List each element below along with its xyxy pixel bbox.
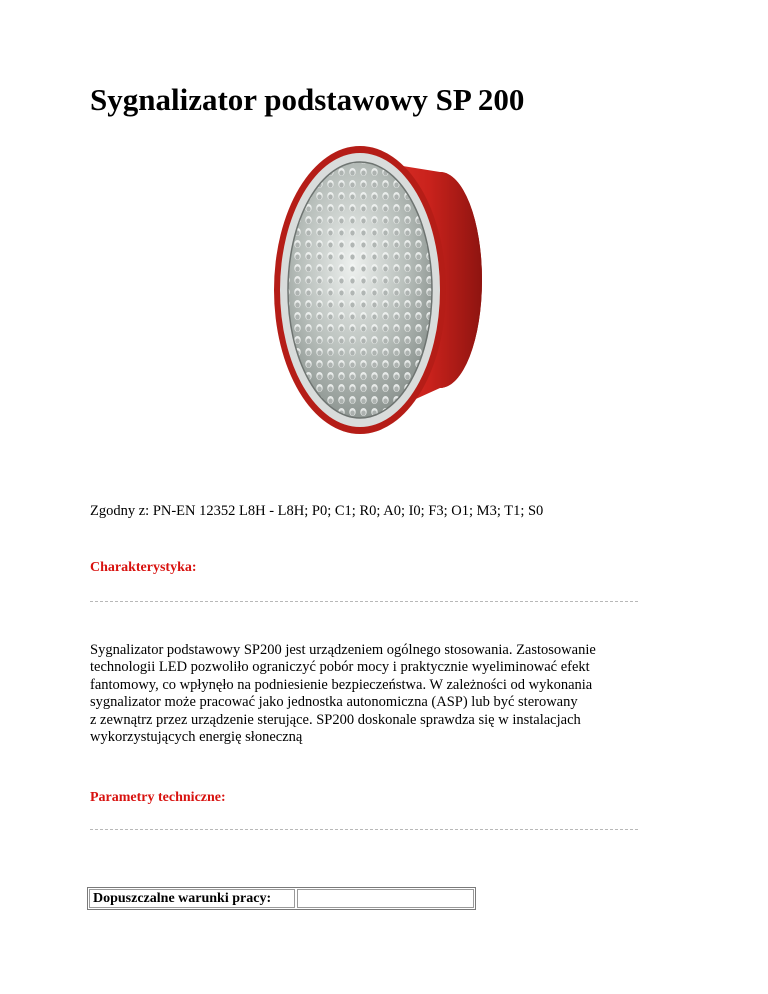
description-line: fantomowy, co wpłynęło na podniesienie bezpieczeństwa. W zależności od wykonania <box>90 676 593 693</box>
description-line: wykorzystujących energię słoneczną <box>90 729 303 746</box>
description-line: technologii LED pozwoliło ograniczyć pobór mocy i praktycznie wyeliminować efekt <box>90 659 590 676</box>
page-title: Sygnalizator podstawowy SP 200 <box>90 82 525 117</box>
description-line: sygnalizator może pracować jako jednostka autonomiczna (ASP) lub być sterowany <box>90 694 578 711</box>
divider <box>90 829 638 830</box>
description-line: Sygnalizator podstawowy SP200 jest urządzeniem ogólnego stosowania. Zastosowanie <box>90 642 596 658</box>
operating-conditions-table <box>87 887 476 910</box>
divider <box>90 601 638 602</box>
section-heading-parameters: Parametry techniczne: <box>90 790 226 805</box>
section-heading-characteristics: Charakterystyka: <box>90 560 197 575</box>
compliance-text: Zgodny z: PN-EN 12352 L8H - L8H; P0; C1; R0; A0; I0; F3; O1; M3; T1; S0 <box>90 503 544 519</box>
table-value-cell <box>297 889 474 908</box>
description-line: z zewnątrz przez urządzenie sterujące. SP200 doskonale sprawdza się w instalacjach <box>90 711 581 728</box>
characteristics-description <box>90 642 650 746</box>
product-image-signal-lamp <box>270 130 510 450</box>
table-label-cell: Dopuszczalne warunki pracy: <box>89 889 295 908</box>
